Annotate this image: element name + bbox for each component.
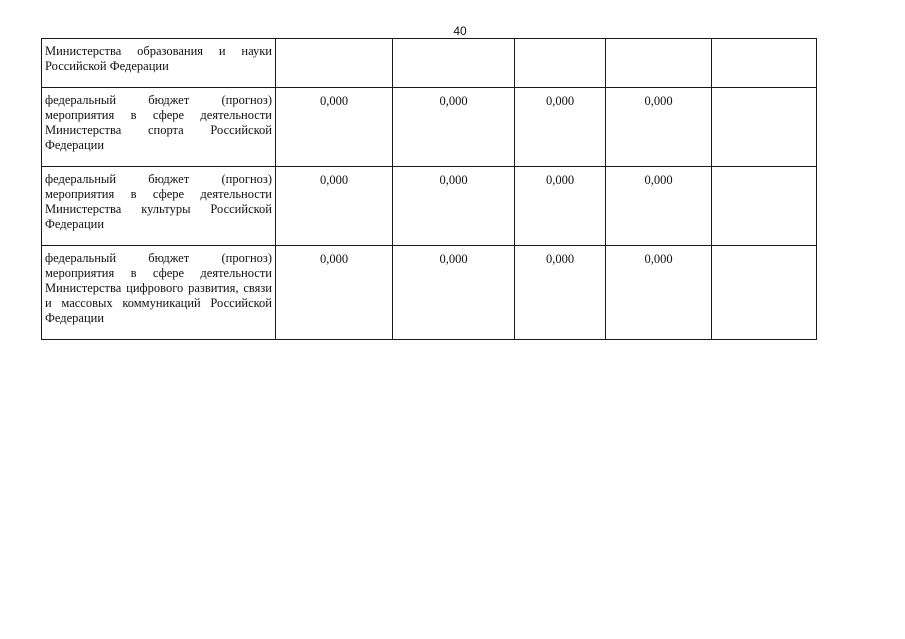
value-cell: 0,000 [515,167,606,246]
page-number: 40 [453,24,467,38]
value-cell: 0,000 [276,88,393,167]
value-cell [515,39,606,88]
value-cell: 0,000 [606,167,712,246]
value-cell [712,167,817,246]
value-cell [606,39,712,88]
value-cell: 0,000 [393,88,515,167]
value-cell: 0,000 [276,167,393,246]
value-cell [276,39,393,88]
value-cell: 0,000 [606,246,712,340]
value-cell [712,246,817,340]
table-row [42,246,817,340]
value-cell: 0,000 [515,246,606,340]
row-description: федеральный бюджет (прогноз) мероприятия в сфере деятельности Министерства культуры Российской Федерации [42,167,276,246]
value-cell: 0,000 [276,246,393,340]
table-row [42,167,817,246]
row-description: федеральный бюджет (прогноз) мероприятия в сфере деятельности Министерства спорта Российской Федерации [42,88,276,167]
value-cell: 0,000 [393,246,515,340]
value-cell: 0,000 [515,88,606,167]
row-description: Министерства образования и науки Российской Федерации [42,39,276,88]
value-cell [712,39,817,88]
table-row [42,88,817,167]
value-cell [712,88,817,167]
table-row [42,39,817,88]
value-cell: 0,000 [393,167,515,246]
budget-table [41,38,817,340]
value-cell [393,39,515,88]
value-cell: 0,000 [606,88,712,167]
row-description: федеральный бюджет (прогноз) мероприятия в сфере деятельности Министерства цифрового развития, связи и массовых коммуникаций Российской Федерации [42,246,276,340]
